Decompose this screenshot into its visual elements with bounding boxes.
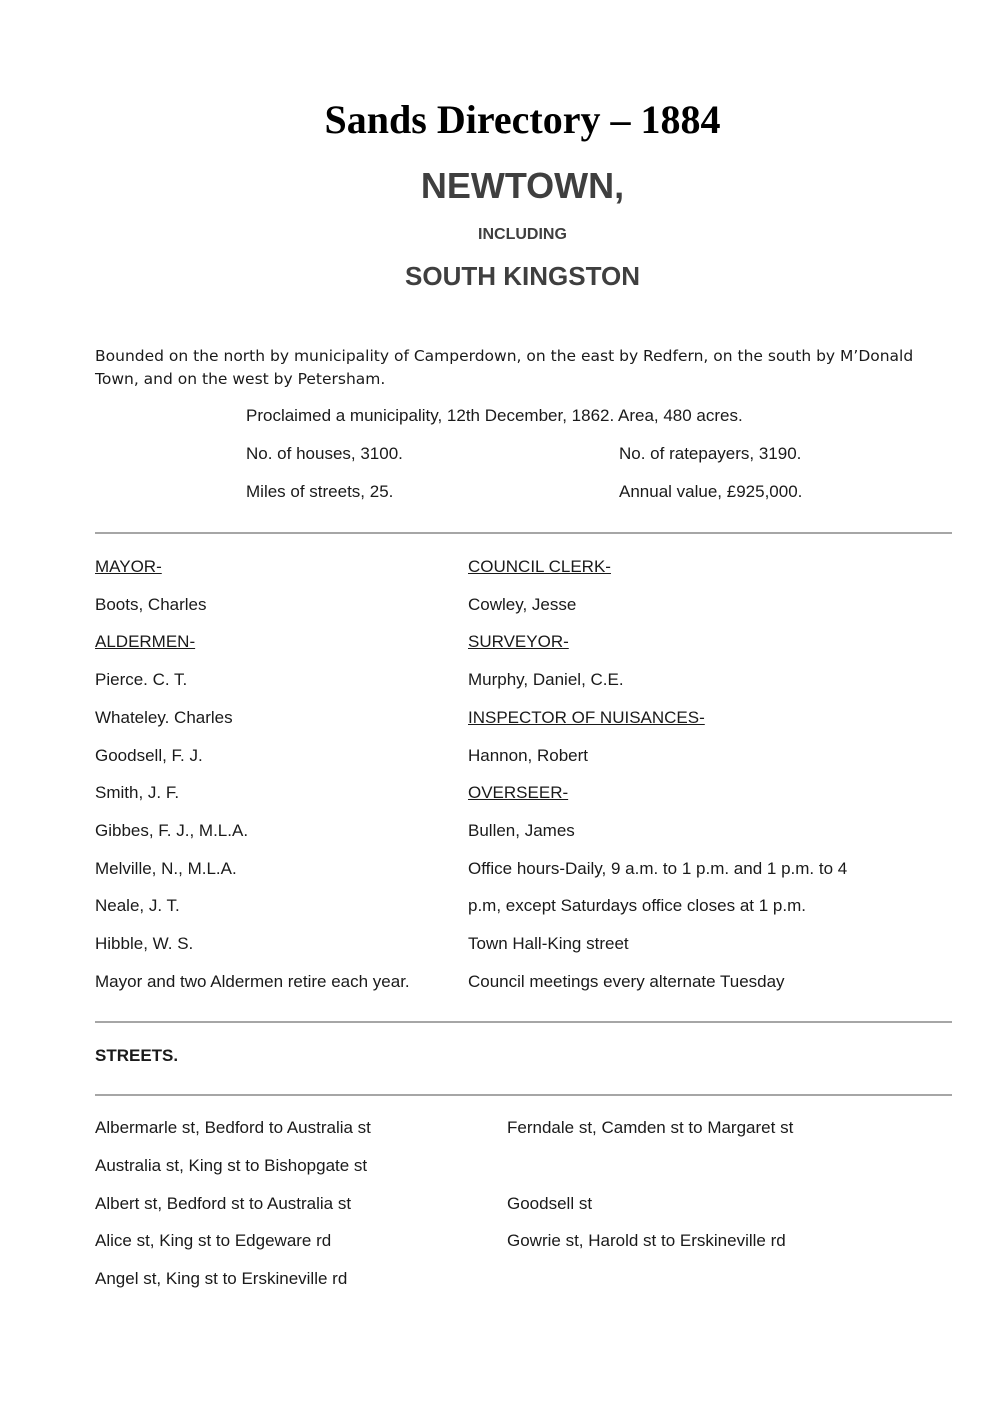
council-role-heading: MAYOR-	[95, 557, 162, 576]
council-entry: Goodsell, F. J.	[95, 745, 203, 765]
council-entry: Gibbes, F. J., M.L.A.	[95, 820, 249, 840]
council-entry: Neale, J. T.	[95, 896, 180, 916]
street-entry: Gowrie st, Harold st to Erskineville rd	[507, 1231, 786, 1251]
including-label: INCLUDING	[478, 226, 567, 243]
council-entry: Hannon, Robert	[468, 745, 589, 765]
streets-heading: STREETS.	[95, 1046, 179, 1065]
section-divider	[95, 1094, 952, 1096]
boundary-text: Bounded on the north by municipality of Camperdown, on the east by Redfern, on the south by M’Donald Town, and on the west by Petersham.	[95, 347, 914, 388]
council-entry: Melville, N., M.L.A.	[95, 858, 237, 878]
council-entry: Boots, Charles	[95, 594, 207, 614]
council-entry: Pierce. C. T.	[95, 670, 188, 690]
street-entry: Goodsell st	[507, 1193, 593, 1213]
section-divider	[95, 1021, 952, 1023]
council-role-heading: OVERSEER-	[468, 783, 569, 803]
houses-count: No. of houses, 3100.	[246, 444, 403, 463]
council-entry: Council meetings every alternate Tuesday	[468, 971, 785, 991]
town-name: NEWTOWN,	[420, 165, 625, 206]
street-entry: Australia st, King st to Bishopgate st	[95, 1155, 368, 1175]
proclaimed-text: Proclaimed a municipality, 12th December, 1862. Area, 480 acres.	[246, 406, 743, 425]
section-divider	[95, 532, 952, 534]
streets-miles: Miles of streets, 25.	[246, 482, 394, 501]
street-entry: Alice st, King st to Edgeware rd	[95, 1231, 332, 1251]
street-entry: Albert st, Bedford st to Australia st	[95, 1193, 352, 1213]
council-entry: Office hours-Daily, 9 a.m. to 1 p.m. and 1 p.m. to 4	[468, 858, 848, 878]
council-role-heading: SURVEYOR-	[468, 632, 569, 652]
street-entry: Albermarle st, Bedford to Australia st	[95, 1118, 371, 1137]
district-name: SOUTH KINGSTON	[405, 261, 640, 291]
page-title: Sands Directory – 1884	[324, 97, 721, 142]
annual-value: Annual value, £925,000.	[619, 482, 803, 501]
council-entry: p.m, except Saturdays office closes at 1 p.m.	[468, 896, 806, 916]
street-entry: Angel st, King st to Erskineville rd	[95, 1269, 348, 1289]
council-entry: Town Hall-King street	[468, 934, 629, 953]
council-role-heading: INSPECTOR OF NUISANCES-	[468, 707, 705, 727]
council-entry: Whateley. Charles	[95, 707, 233, 727]
council-role-heading: COUNCIL CLERK-	[468, 557, 611, 576]
council-entry: Hibble, W. S.	[95, 934, 194, 953]
council-role-heading: ALDERMEN-	[95, 632, 196, 652]
council-entry: Bullen, James	[468, 820, 575, 840]
council-entry: Mayor and two Aldermen retire each year.	[95, 971, 410, 991]
ratepayers-count: No. of ratepayers, 3190.	[619, 444, 802, 463]
council-entry: Murphy, Daniel, C.E.	[468, 670, 624, 690]
council-entry: Cowley, Jesse	[468, 594, 577, 614]
council-entry: Smith, J. F.	[95, 783, 180, 803]
street-entry: Ferndale st, Camden st to Margaret st	[507, 1118, 794, 1137]
